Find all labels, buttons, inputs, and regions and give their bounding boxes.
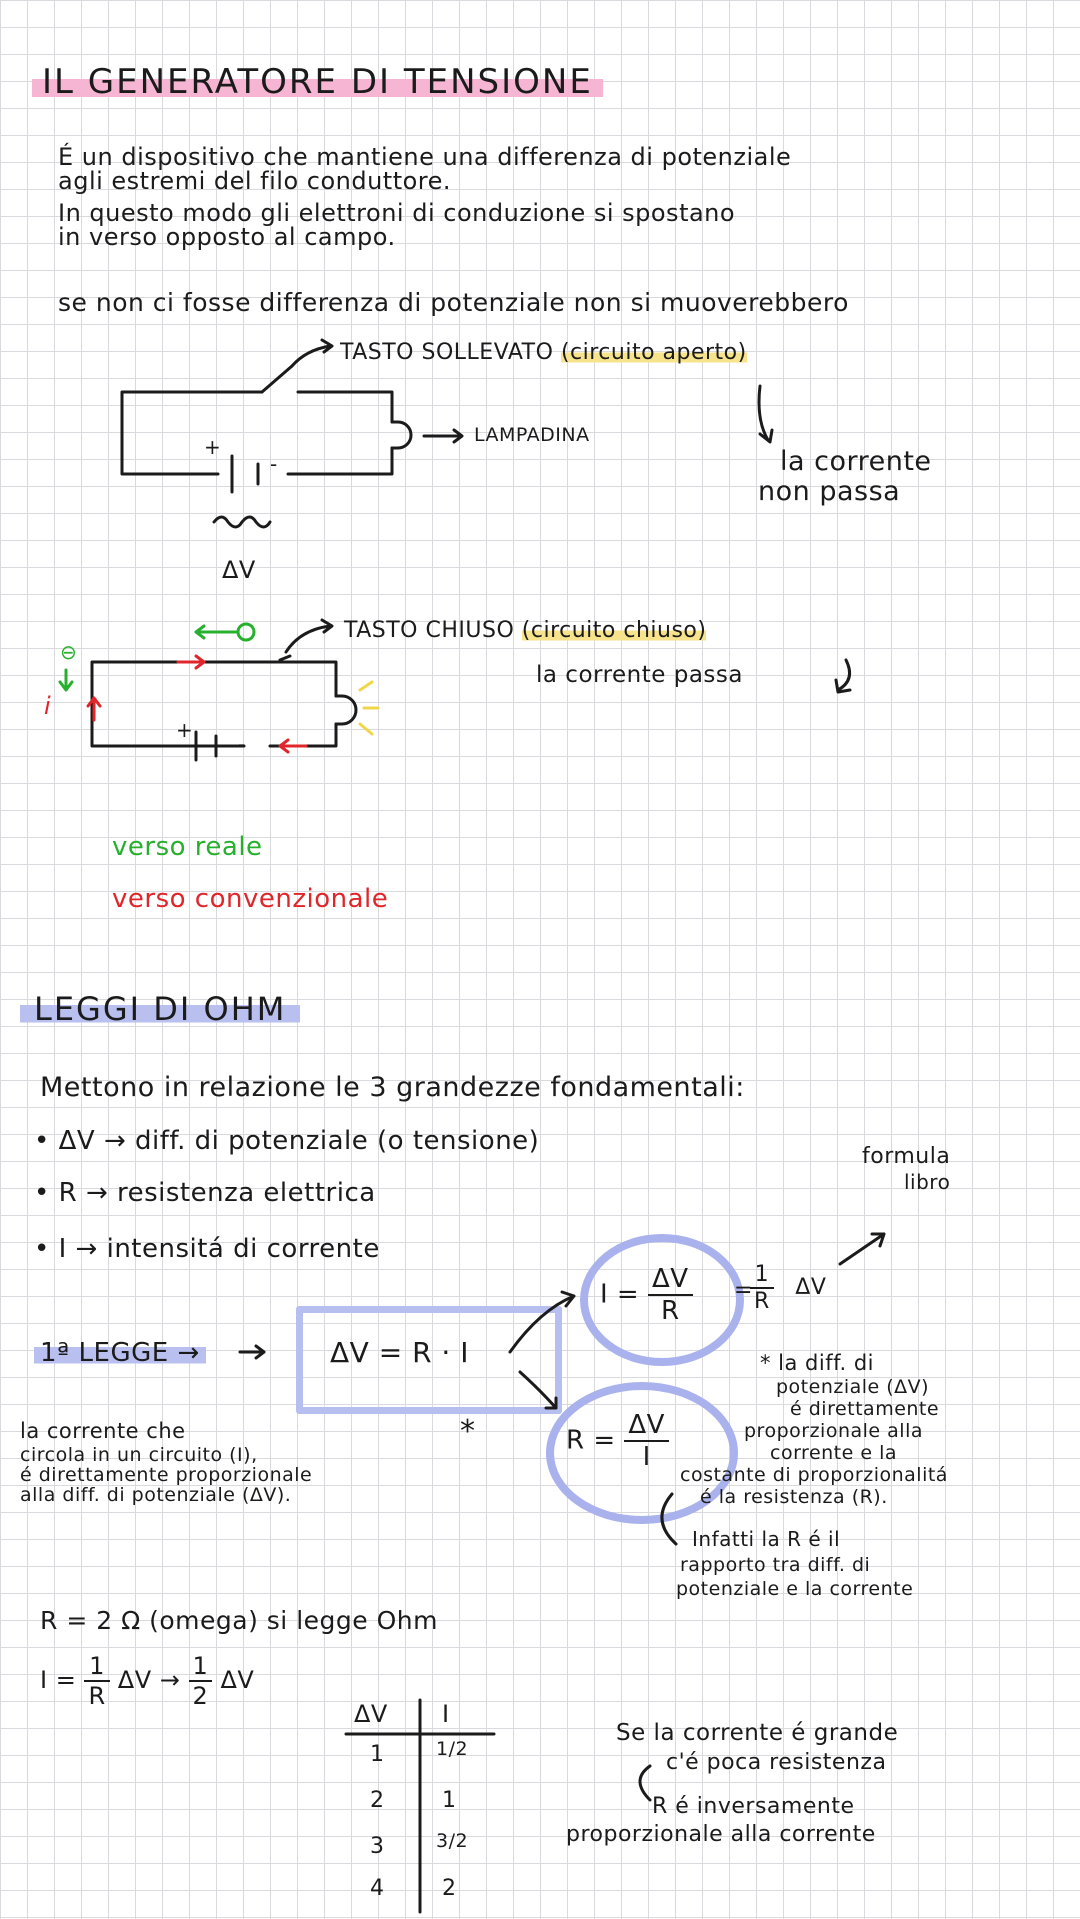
bottom-note-bracket xyxy=(640,1766,650,1800)
left-note-2: circola in un circuito (I), xyxy=(20,1444,258,1466)
formula-book-arrow xyxy=(840,1234,884,1264)
first-law-label: 1ª LEGGE → xyxy=(34,1338,206,1368)
current-symbol: i xyxy=(44,692,52,720)
table-header-dv: ΔV xyxy=(354,1700,388,1728)
ohm-intro: Mettono in relazione le 3 grandezze fondamentali: xyxy=(40,1072,745,1103)
left-note-1: la corrente che xyxy=(20,1419,186,1443)
resistance-example: R = 2 Ω (omega) si legge Ohm xyxy=(40,1606,438,1635)
plus-sign-closed: + xyxy=(176,718,194,742)
bottom-note-4: proporzionale alla corrente xyxy=(566,1822,876,1847)
bottom-note-3: R é inversamente xyxy=(652,1794,855,1819)
bottom-note-2: c'é poca resistenza xyxy=(666,1750,887,1775)
minus-sign-open: - xyxy=(270,452,278,476)
plus-sign-open: + xyxy=(204,435,222,459)
current-passes-label: la corrente passa xyxy=(536,662,743,688)
conventional-arrow-bottom xyxy=(280,740,306,752)
left-note-4: alla diff. di potenziale (ΔV). xyxy=(20,1484,292,1506)
infatti-note-2: rapporto tra diff. di xyxy=(680,1554,871,1576)
formula-note-2: libro xyxy=(904,1170,951,1194)
table-row-1-i: 1/2 xyxy=(436,1738,469,1760)
current-formula-eq: = xyxy=(734,1278,753,1303)
right-note-2: potenziale (ΔV) xyxy=(776,1376,930,1398)
formula-note-1: formula xyxy=(862,1144,951,1169)
to-i-formula-arrow xyxy=(510,1292,574,1352)
electron-symbol-left: ⊖ xyxy=(60,640,78,664)
lamp-glow xyxy=(360,682,378,734)
intro-line-3: In questo modo gli elettroni di conduzione si spostano xyxy=(58,199,736,227)
page-title: IL GENERATORE DI TENSIONE xyxy=(32,60,603,102)
first-law-arrow xyxy=(240,1346,264,1358)
table-row-2-i: 1 xyxy=(442,1788,457,1813)
key-closed-label: TASTO CHIUSO (circuito chiuso) xyxy=(344,618,707,643)
infatti-note-3: potenziale e la corrente xyxy=(676,1578,914,1600)
no-current-note-2: non passa xyxy=(758,476,901,507)
resistance-formula: R = $\frac{\Delta V}{I}$ xyxy=(566,1410,669,1472)
lamp-label: LAMPADINA xyxy=(474,424,590,446)
star-marker: * xyxy=(460,1414,476,1449)
key-label-arrow xyxy=(292,340,332,366)
open-circuit-wire xyxy=(122,392,262,474)
open-circuit-wire-right xyxy=(288,448,392,474)
minus-sign-closed: - xyxy=(238,732,246,756)
no-current-note-1: la corrente xyxy=(780,446,932,477)
left-note-3: é direttamente proporzionale xyxy=(20,1464,313,1486)
closed-lamp xyxy=(336,696,356,724)
current-formula-alt: $\frac{1}{R}$ ΔV xyxy=(750,1262,826,1314)
first-law-formula: ΔV = R · I xyxy=(330,1336,469,1369)
intro-line-2: agli estremi del filo conduttore. xyxy=(58,167,452,195)
right-note-3: é direttamente xyxy=(790,1398,940,1420)
closed-circuit-wire xyxy=(92,662,336,746)
current-arrow xyxy=(88,698,100,720)
right-note-7: é la resistenza (R). xyxy=(700,1486,888,1508)
bullet-delta-v: • ΔV → diff. di potenziale (o tensione) xyxy=(34,1126,540,1156)
conventional-arrow-top xyxy=(178,656,204,668)
open-circuit xyxy=(122,340,772,527)
current-example: I = $\frac{1}{R}$ ΔV → $\frac{1}{2}$ ΔV xyxy=(40,1652,255,1710)
key-raised-label: TASTO SOLLEVATO (circuito aperto) xyxy=(340,340,747,365)
note-arrow xyxy=(759,386,772,442)
right-note-1: * la diff. di xyxy=(760,1351,874,1375)
right-note-bracket xyxy=(662,1494,676,1544)
open-circuit-wire-top xyxy=(298,392,392,422)
closed-key-arrow xyxy=(286,620,332,652)
table-header-i: I xyxy=(442,1700,450,1728)
electron-arrow-down xyxy=(60,670,72,690)
table-row-4-dv: 4 xyxy=(370,1876,385,1901)
current-formula: I = $\frac{\Delta V}{R}$ xyxy=(600,1264,693,1326)
table-row-3-dv: 3 xyxy=(370,1834,385,1859)
no-difference-line: se non ci fosse differenza di potenziale non si muoverebbero xyxy=(58,288,849,317)
right-note-5: corrente e la xyxy=(770,1442,898,1464)
wavy-line xyxy=(214,517,270,527)
closed-circuit xyxy=(92,620,850,760)
to-r-formula-arrow xyxy=(520,1372,556,1408)
electron-arrow-top xyxy=(196,626,236,638)
legend-real: verso reale xyxy=(112,832,263,862)
lamp-symbol xyxy=(392,422,411,448)
table-row-1-dv: 1 xyxy=(370,1742,385,1767)
bullet-resistance: • R → resistenza elettrica xyxy=(34,1178,376,1208)
delta-v-label: ΔV xyxy=(222,556,256,584)
table-row-3-i: 3/2 xyxy=(436,1830,469,1852)
ohm-section-title: LEGGI DI OHM xyxy=(20,990,300,1028)
open-key xyxy=(262,366,292,392)
electron-circle-top xyxy=(238,624,254,640)
legend-conventional: verso convenzionale xyxy=(112,884,389,914)
bottom-note-1: Se la corrente é grande xyxy=(616,1720,899,1746)
passes-arrow xyxy=(836,660,850,692)
intro-line-1: É un dispositivo che mantiene una differenza di potenziale xyxy=(58,143,792,171)
right-note-4: proporzionale alla xyxy=(744,1420,923,1442)
table-row-4-i: 2 xyxy=(442,1876,457,1901)
right-note-6: costante di proporzionalitá xyxy=(680,1464,948,1486)
lamp-arrow xyxy=(424,430,462,442)
table-row-2-dv: 2 xyxy=(370,1788,385,1813)
bullet-current: • I → intensitá di corrente xyxy=(34,1234,380,1264)
infatti-note-1: Infatti la R é il xyxy=(692,1527,841,1551)
intro-line-4: in verso opposto al campo. xyxy=(58,223,396,251)
